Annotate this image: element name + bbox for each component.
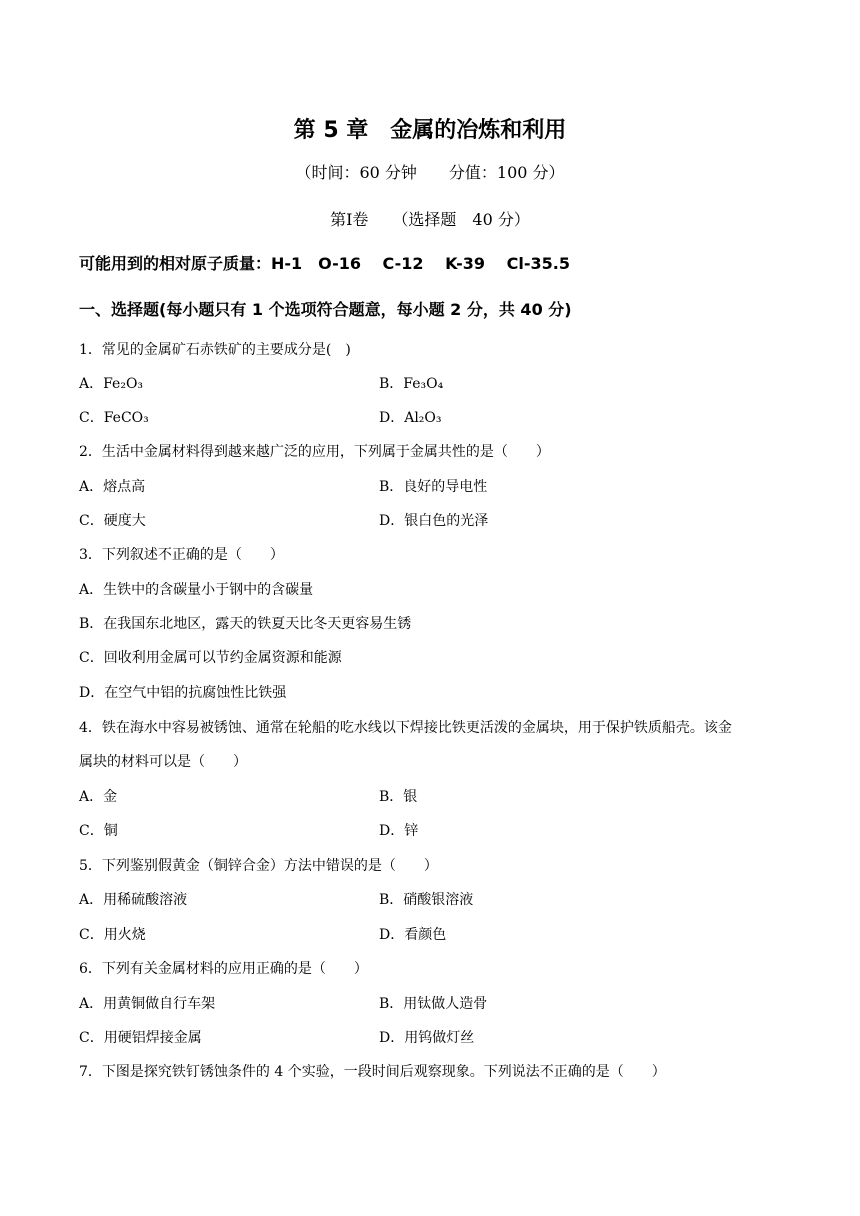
question-5-option-a: A．用稀硫酸溶液: [79, 892, 188, 908]
question-3-option-a: A．生铁中的含碳量小于钢中的含碳量: [79, 582, 314, 598]
question-1-option-a: A．Fe₂O₃: [79, 376, 144, 392]
question-4-stem-line-2: 属块的材料可以是（ ）: [79, 754, 247, 770]
page-title: 第 5 章 金属的冶炼和利用: [293, 118, 567, 143]
section-heading: 一、选择题(每小题只有 1 个选项符合题意，每小题 2 分，共 40 分): [79, 300, 572, 319]
question-4-option-c: C．铜: [79, 823, 118, 839]
question-2-option-b: B．良好的导电性: [379, 479, 488, 495]
question-4-option-b: B．银: [379, 789, 418, 805]
question-5-stem: 5．下列鉴别假黄金（铜锌合金）方法中错误的是（ ）: [79, 858, 438, 874]
question-3-option-b: B．在我国东北地区，露天的铁夏天比冬天更容易生锈: [79, 616, 412, 632]
question-6-option-a: A．用黄铜做自行车架: [79, 996, 216, 1012]
question-3-option-c: C．回收利用金属可以节约金属资源和能源: [79, 650, 342, 666]
question-6-stem: 6．下列有关金属材料的应用正确的是（ ）: [79, 961, 368, 977]
volume-line: 第Ⅰ卷 （选择题 40 分）: [330, 210, 530, 229]
atomic-masses-line: 可能用到的相对原子质量：H-1 O-16 C-12 K-39 Cl-35.5: [79, 254, 570, 273]
question-6-option-c: C．用硬铝焊接金属: [79, 1030, 202, 1046]
question-5-option-c: C．用火烧: [79, 927, 146, 943]
question-7-stem: 7．下图是探究铁钉锈蚀条件的 4 个实验，一段时间后观察现象。下列说法不正确的是（ ）: [79, 1064, 666, 1080]
question-5-option-d: D．看颜色: [379, 927, 447, 943]
question-1-option-b: B．Fe₃O₄: [379, 376, 444, 392]
question-4-option-d: D．锌: [379, 823, 419, 839]
question-1-option-c: C．FeCO₃: [79, 410, 149, 426]
question-3-stem: 3．下列叙述不正确的是（ ）: [79, 547, 284, 563]
question-1-option-d: D．Al₂O₃: [379, 410, 442, 426]
question-1-stem: 1．常见的金属矿石赤铁矿的主要成分是( ): [79, 342, 351, 358]
question-6-option-b: B．用钛做人造骨: [379, 996, 488, 1012]
question-2-option-c: C．硬度大: [79, 513, 146, 529]
question-6-option-d: D．用钨做灯丝: [379, 1030, 475, 1046]
question-2-option-d: D．银白色的光泽: [379, 513, 489, 529]
question-5-option-b: B．硝酸银溶液: [379, 892, 474, 908]
time-score-line: （时间：60 分钟 分值：100 分）: [295, 163, 565, 182]
question-4-option-a: A．金: [79, 789, 118, 805]
question-3-option-d: D．在空气中铝的抗腐蚀性比铁强: [79, 685, 287, 701]
question-4-stem-line-1: 4．铁在海水中容易被锈蚀、通常在轮船的吃水线以下焊接比铁更活泼的金属块，用于保护铁质船壳。该金: [79, 720, 732, 736]
question-2-stem: 2．生活中金属材料得到越来越广泛的应用，下列属于金属共性的是（ ）: [79, 444, 550, 460]
question-2-option-a: A．熔点高: [79, 479, 146, 495]
